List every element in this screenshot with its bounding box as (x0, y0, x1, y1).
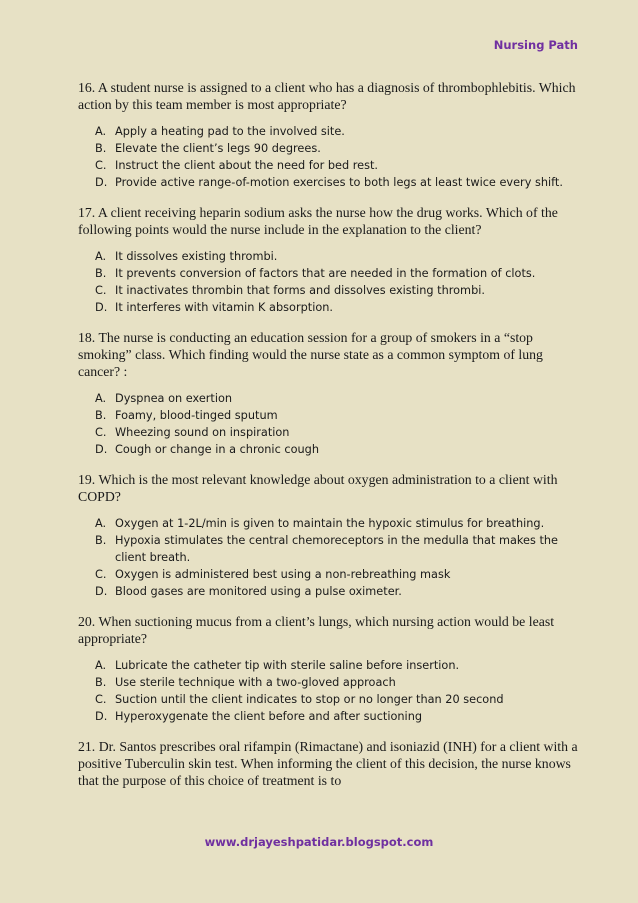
answer-option (78, 657, 578, 674)
option-letter: A. (95, 659, 107, 672)
answer-options (78, 657, 578, 725)
answer-option (78, 174, 578, 191)
answer-options (78, 515, 578, 600)
option-letter: B. (95, 409, 107, 422)
option-letter: B. (95, 676, 107, 689)
option-text: It dissolves existing thrombi. (115, 250, 278, 263)
option-text: Instruct the client about the need for bed rest. (115, 159, 378, 172)
answer-option (78, 441, 578, 458)
question-text: 18. The nurse is conducting an education session for a group of smokers in a “stop smoking” class. Which finding would the nurse state as a common symptom of lung cancer? : (78, 330, 543, 379)
option-text: Cough or change in a chronic cough (115, 443, 319, 456)
option-letter: A. (95, 250, 107, 263)
option-text: Hyperoxygenate the client before and after suctioning (115, 710, 423, 723)
option-text: Wheezing sound on inspiration (115, 426, 290, 439)
option-text: Dyspnea on exertion (115, 392, 233, 405)
question-block (78, 471, 578, 600)
answer-option (78, 532, 578, 566)
question-text: 17. A client receiving heparin sodium asks the nurse how the drug works. Which of the following points would the nurse include in the explanation to the client? (78, 205, 558, 237)
option-letter: D. (95, 585, 108, 598)
option-text: Oxygen is administered best using a non-rebreathing mask (115, 568, 451, 581)
option-letter: D. (95, 176, 108, 189)
option-text: Foamy, blood-tinged sputum (115, 409, 278, 422)
answer-option (78, 282, 578, 299)
option-text: Blood gases are monitored using a pulse oximeter. (115, 585, 402, 598)
answer-option (78, 566, 578, 583)
question-block (78, 613, 578, 725)
answer-option (78, 248, 578, 265)
option-text: It inactivates thrombin that forms and dissolves existing thrombi. (115, 284, 485, 297)
option-letter: D. (95, 443, 108, 456)
answer-option (78, 583, 578, 600)
answer-option (78, 390, 578, 407)
answer-option (78, 708, 578, 725)
option-text: Apply a heating pad to the involved site. (115, 125, 345, 138)
answer-option (78, 299, 578, 316)
option-letter: A. (95, 392, 107, 405)
option-text: Suction until the client indicates to stop or no longer than 20 second (115, 693, 504, 706)
question-text: 20. When suctioning mucus from a client’s lungs, which nursing action would be least appropriate? (78, 614, 555, 646)
answer-option (78, 674, 578, 691)
page-header-title: Nursing Path (493, 38, 578, 52)
question-block (78, 204, 578, 316)
questions-container (78, 79, 578, 802)
answer-option (78, 265, 578, 282)
answer-option (78, 407, 578, 424)
option-text: Oxygen at 1-2L/min is given to maintain the hypoxic stimulus for breathing. (115, 517, 545, 530)
question-block (78, 329, 578, 458)
option-letter: C. (95, 159, 107, 172)
option-letter: C. (95, 568, 107, 581)
question-block (78, 738, 578, 789)
answer-option (78, 691, 578, 708)
question-text: 19. Which is the most relevant knowledge about oxygen administration to a client with COPD? (78, 472, 558, 504)
answer-options (78, 248, 578, 316)
option-text: Provide active range-of-motion exercises to both legs at least twice every shift. (115, 176, 563, 189)
question-block (78, 79, 578, 191)
question-text: 16. A student nurse is assigned to a client who has a diagnosis of thrombophlebitis. Which action by this team member is most appropriate? (78, 80, 576, 112)
question-text: 21. Dr. Santos prescribes oral rifampin (Rimactane) and isoniazid (INH) for a client with a positive Tuberculin skin test. When informing the client of this decision, the nurse knows that the purpose of this choice of treatment is to (78, 739, 578, 788)
option-text: It interferes with vitamin K absorption. (115, 301, 333, 314)
option-letter: D. (95, 301, 108, 314)
answer-option (78, 424, 578, 441)
answer-option (78, 515, 578, 532)
option-letter: A. (95, 125, 107, 138)
answer-options (78, 123, 578, 191)
option-letter: B. (95, 534, 107, 547)
option-letter: D. (95, 710, 108, 723)
option-text: It prevents conversion of factors that are needed in the formation of clots. (115, 267, 536, 280)
option-text: Use sterile technique with a two-gloved approach (115, 676, 396, 689)
option-letter: B. (95, 142, 107, 155)
option-letter: B. (95, 267, 107, 280)
option-text: Elevate the client’s legs 90 degrees. (115, 142, 321, 155)
option-letter: C. (95, 284, 107, 297)
answer-option (78, 157, 578, 174)
answer-options (78, 390, 578, 458)
option-letter: A. (95, 517, 107, 530)
option-letter: C. (95, 693, 107, 706)
option-text: Hypoxia stimulates the central chemoreceptors in the medulla that makes the client breath. (115, 534, 559, 564)
option-letter: C. (95, 426, 107, 439)
option-text: Lubricate the catheter tip with sterile saline before insertion. (115, 659, 460, 672)
footer-url: www.drjayeshpatidar.blogspot.com (204, 835, 434, 849)
answer-option (78, 123, 578, 140)
answer-option (78, 140, 578, 157)
